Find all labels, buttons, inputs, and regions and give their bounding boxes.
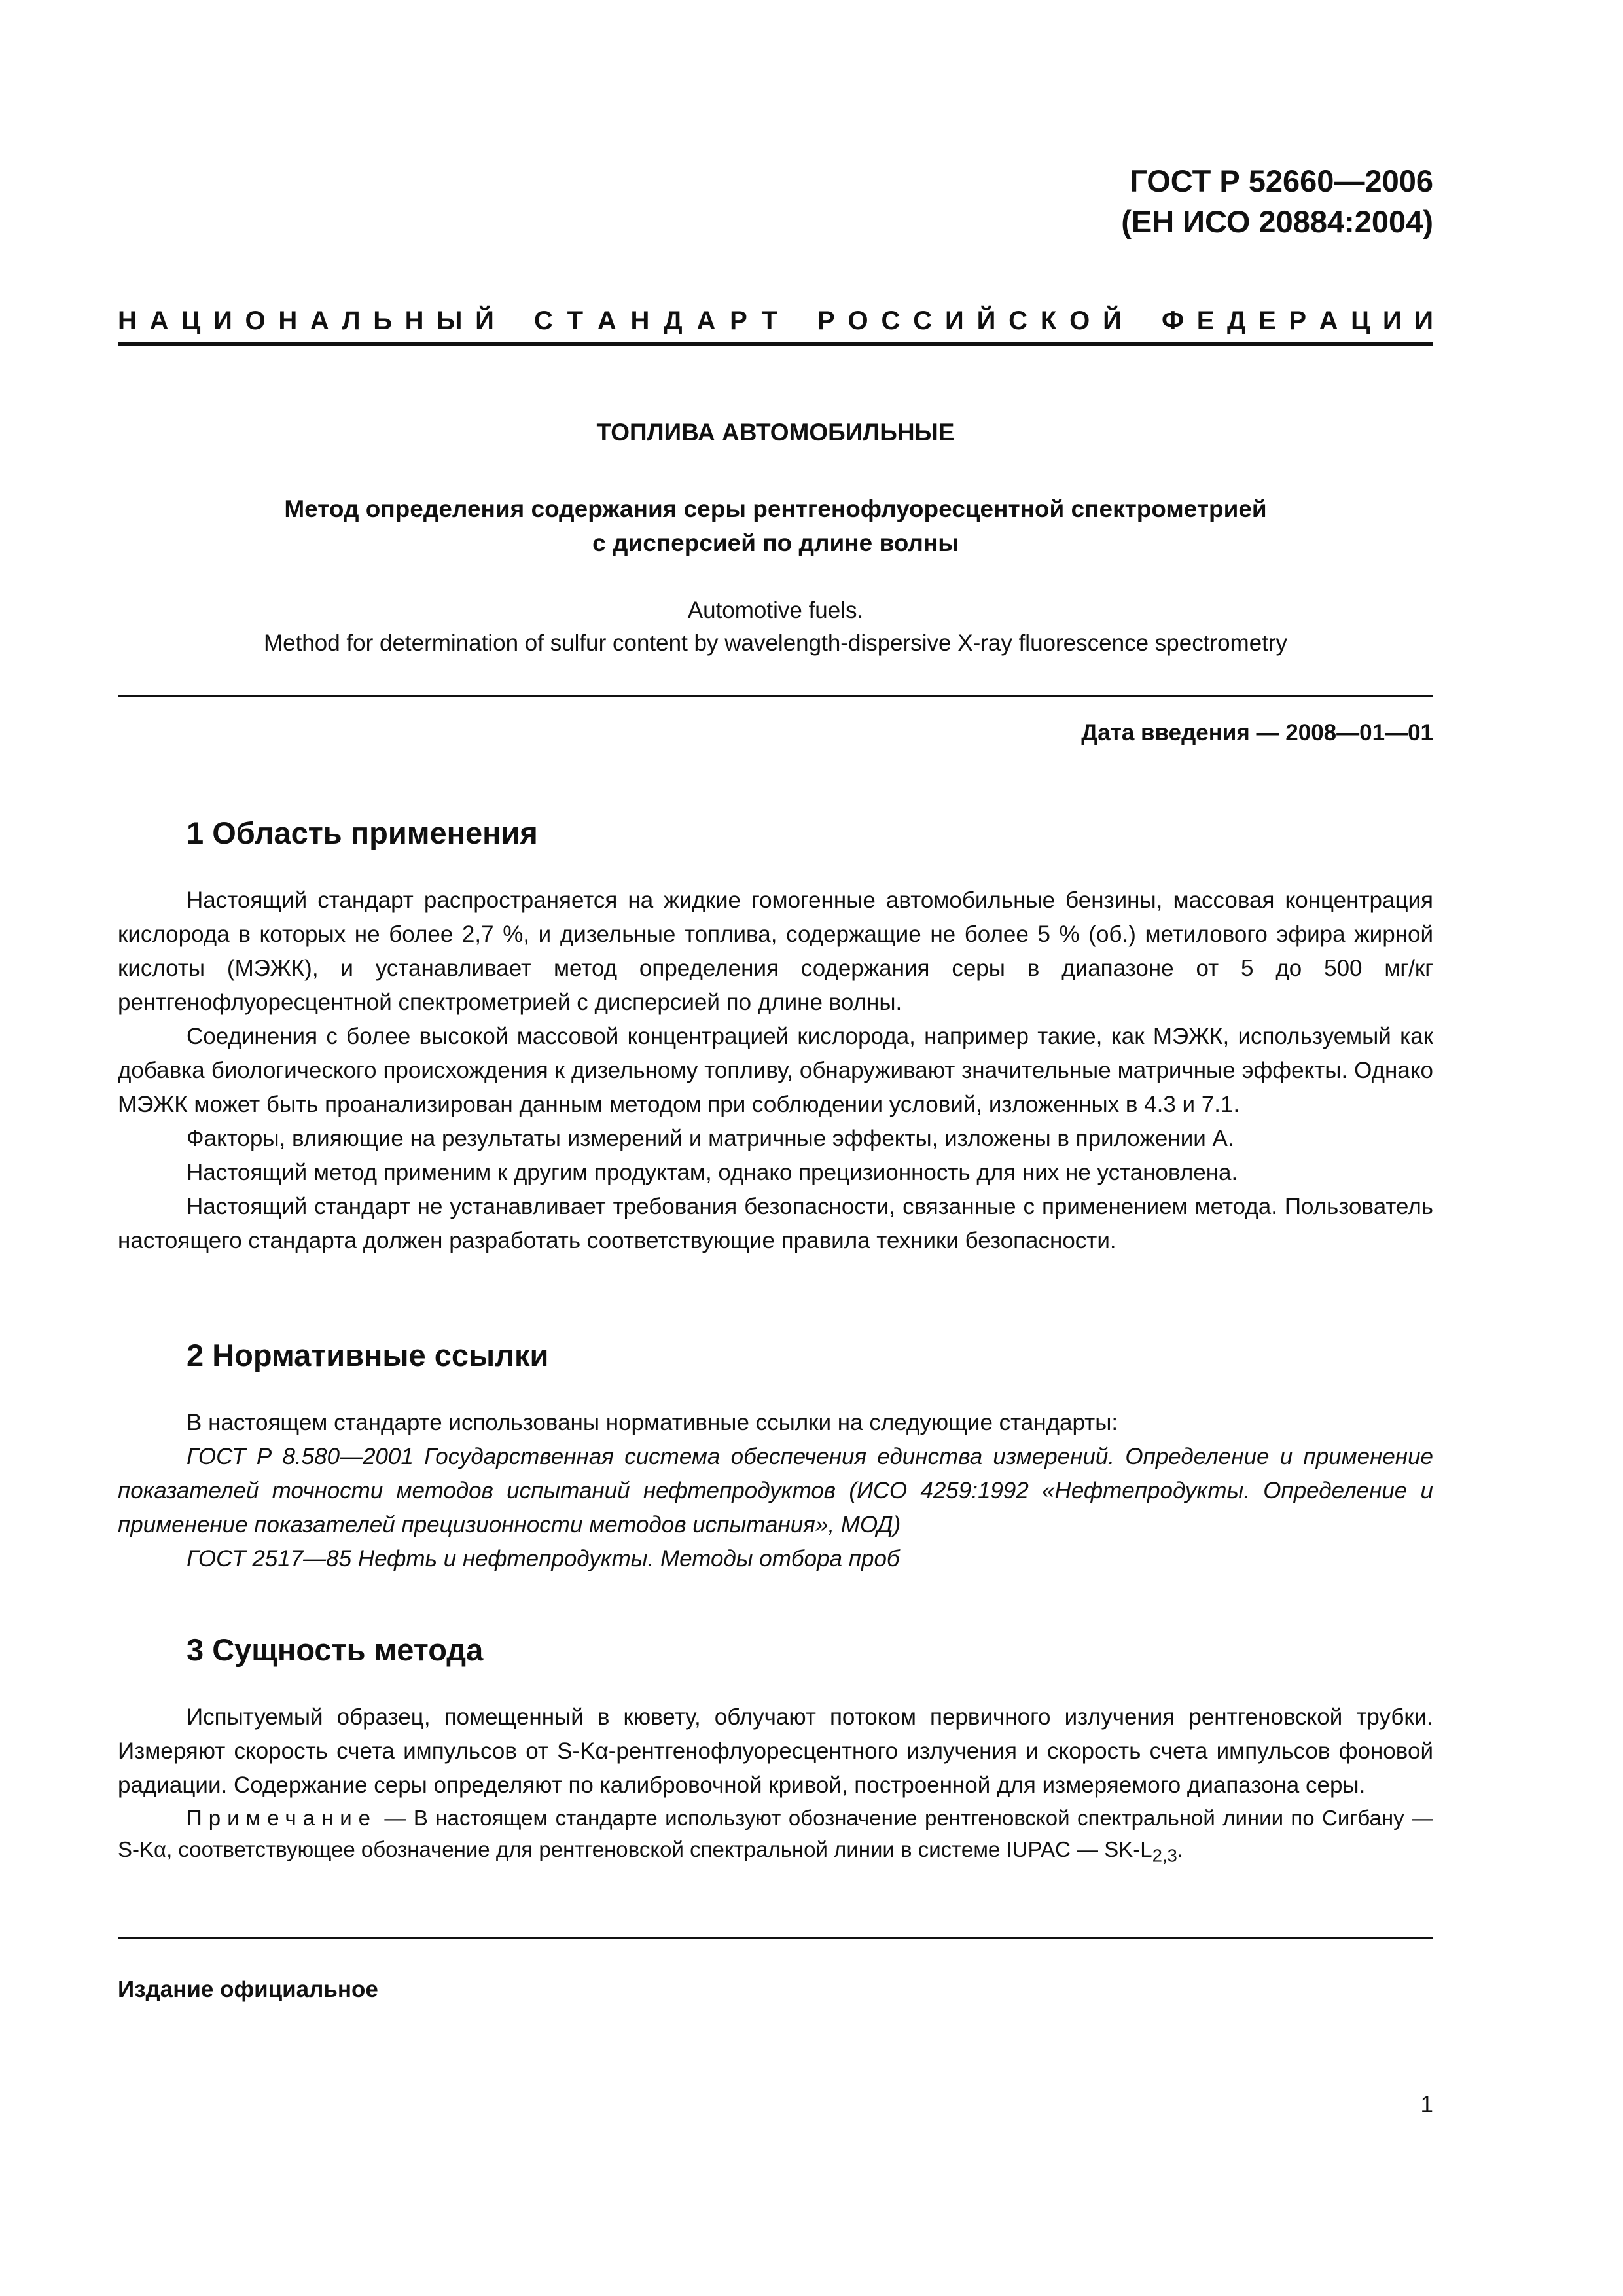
banner-letter: Л [342,306,361,335]
banner-letter: Й [475,306,494,335]
reference-item: ГОСТ Р 8.580—2001 Государственная система обеспечения единства измерений. Определение и применение показателей точности методов испытаний нефтепродуктов (ИСО 4259:1992 «Нефтепродукты. Определение и применение показателей прецизионности методов испытания», МОД) [118,1444,1433,1537]
national-word-1 [118,306,494,336]
note-end: . [1177,1837,1183,1861]
banner-letter: Ы [437,306,463,335]
english-title-line-1: Automotive fuels. [687,598,864,623]
banner-letter: А [310,306,329,335]
note [118,1803,1433,1872]
banner-letter: Д [1226,306,1246,335]
banner-letter: А [696,306,716,335]
banner-letter: И [213,306,232,335]
banner-letter: К [1040,306,1057,335]
banner-letter: И [1382,306,1402,335]
note-text: — В настоящем стандарте используют обозначение рентгеновской спектральной линии по Сигбану — S-Kα, соответствующее обозначение для рентгеновской спектральной линии в системе IUPAC — SK-L [118,1806,1433,1861]
banner-letter: А [597,306,616,335]
banner-letter: О [847,306,868,335]
banner-letter: О [245,306,266,335]
en-iso-number: (ЕН ИСО 20884:2004) [1121,204,1433,239]
document-title: ТОПЛИВА АВТОМОБИЛЬНЫЕ [596,419,955,446]
banner-letter: С [913,306,933,335]
national-word-4 [1162,306,1433,336]
english-title-line-2: Method for determination of sulfur content by wavelength-dispersive X-ray fluorescence spectrometry [263,630,1288,656]
banner-letter: Р [730,306,747,335]
section-heading: 1 Область применения [187,816,538,850]
banner-letter: Д [664,306,683,335]
section-scope [118,813,1433,1258]
header-divider [118,342,1433,346]
banner-letter: Р [1289,306,1307,335]
banner-letter: Е [1196,306,1215,335]
banner-letter: Ф [1162,306,1185,335]
paragraph: Соединения с более высокой массовой концентрацией кислорода, например такие, как МЭЖК, используемый как добавка биологического происхождения к дизельному топливу, обнаруживают значительные матричные эффекты. Однако МЭЖК может быть проанализирован данным методом при соблюдении условий, изложенных в 4.3 и 7.1. [118,1024,1433,1117]
note-label: Примечание [187,1806,378,1830]
section-method-essence [118,1630,1433,1872]
page-number: 1 [1420,2092,1433,2117]
banner-letter: Й [976,306,996,335]
banner-letter: О [1069,306,1090,335]
banner-letter: Р [817,306,835,335]
banner-letter: Т [761,306,777,335]
banner-letter: Ь [373,306,392,335]
introduction-date: Дата введения — 2008—01—01 [1081,720,1433,745]
title-divider [118,695,1433,697]
subtitle-line-1: Метод определения содержания серы рентгенофлуоресцентной спектрометрией [284,495,1267,522]
banner-letter: Н [630,306,650,335]
banner-letter: Н [118,306,137,335]
banner-letter: Т [567,306,584,335]
footer-divider [118,1937,1433,1939]
gost-number-block [1121,161,1433,242]
banner-letter: А [1319,306,1338,335]
english-title [118,594,1433,660]
reference-item: ГОСТ 2517—85 Нефть и нефтепродукты. Методы отбора проб [187,1546,900,1571]
national-word-2 [534,306,777,336]
banner-letter: Ц [1351,306,1370,335]
banner-letter: Е [1258,306,1276,335]
national-standard-banner [118,301,1433,340]
paragraph: Настоящий стандарт распространяется на жидкие гомогенные автомобильные бензины, массовая концентрация кислорода в которых не более 2,7 %, и дизельные топлива, содержащие не более 5 % (об.) метилового эфира жирной кислоты (МЭЖК), и устанавливает метод определения содержания серы в диапазоне от 5 до 500 мг/кг рентгенофлуоресцентной спектрометрией с дисперсией по длине волны. [118,888,1433,1015]
section-normative-references [118,1335,1433,1576]
paragraph: Настоящий стандарт не устанавливает требования безопасности, связанные с применением метода. Пользователь настоящего стандарта должен разработать соответствующие правила техники безопасности. [118,1194,1433,1253]
banner-letter: Н [278,306,298,335]
section-heading: 3 Сущность метода [187,1632,484,1667]
note-subscript: 2,3 [1152,1845,1177,1866]
paragraph: Настоящий метод применим к другим продуктам, однако прецизионность для них не установлена. [187,1160,1238,1185]
banner-letter: И [944,306,964,335]
gost-number: ГОСТ Р 52660—2006 [1130,164,1433,198]
banner-letter: Н [404,306,424,335]
banner-letter: С [534,306,553,335]
banner-letter: И [1414,306,1433,335]
paragraph: Испытуемый образец, помещенный в кювету, облучают потоком первичного излучения рентгеновской трубки. Измеряют скорость счета импульсов от S-Kα-рентгенофлуоресцентного излучения и скорость счета импульсов фоновой радиации. Содержание серы определяют по калибровочной кривой, построенной для измеряемого диапазона серы. [118,1704,1433,1798]
document-subtitle [118,492,1433,560]
banner-letter: С [1008,306,1028,335]
paragraph: Факторы, влияющие на результаты измерений и матричные эффекты, изложены в приложении А. [187,1126,1234,1151]
subtitle-line-2: с дисперсией по длине волны [592,529,959,556]
banner-letter: Ц [181,306,201,335]
section-heading: 2 Нормативные ссылки [187,1338,549,1372]
paragraph: В настоящем стандарте использованы нормативные ссылки на следующие стандарты: [187,1410,1118,1435]
official-publication-label: Издание официальное [118,1977,378,2002]
banner-letter: А [149,306,169,335]
banner-letter: С [881,306,901,335]
banner-letter: Й [1103,306,1122,335]
national-word-3 [817,306,1122,336]
